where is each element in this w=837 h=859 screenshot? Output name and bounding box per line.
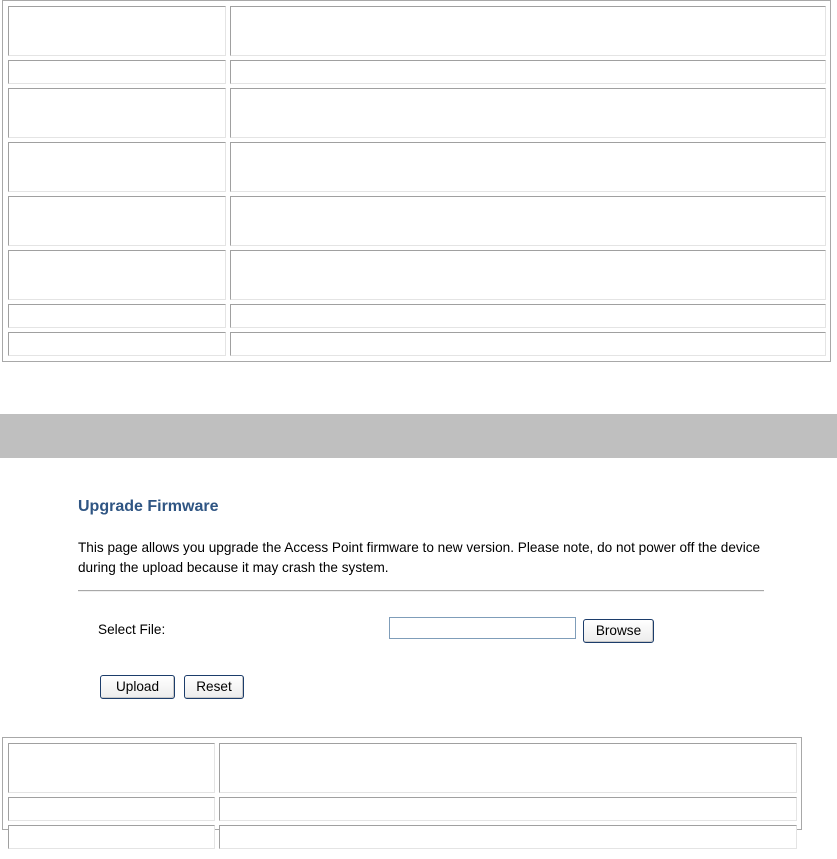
top-table [2,0,831,362]
table-cell [219,797,797,821]
table-cell [8,6,226,56]
table-row [3,196,830,246]
table-cell [230,196,826,246]
table-row [3,88,830,138]
table-cell [8,250,226,300]
table-row [3,797,801,821]
table-cell [230,332,826,356]
table-cell [8,332,226,356]
table-cell [230,250,826,300]
table-cell [219,825,797,849]
table-row [3,304,830,328]
table-row [3,332,830,356]
table-cell [230,142,826,192]
table-row [3,825,801,849]
file-path-input[interactable] [389,617,576,639]
reset-button[interactable]: Reset [184,675,244,699]
page-description: This page allows you upgrade the Access Point firmware to new version. Please note, do not power off the device during the upload because it may crash the system. [78,540,761,575]
select-file-label: Select File: [98,622,166,637]
table-row [3,743,801,793]
table-cell [230,60,826,84]
divider [78,590,764,592]
table-cell [230,88,826,138]
table-row [3,250,830,300]
table-row [3,60,830,84]
table-cell [8,797,215,821]
table-cell [230,6,826,56]
upgrade-firmware-panel [78,488,778,713]
table-cell [8,60,226,84]
table-cell [8,196,226,246]
section-header-band [0,414,837,458]
table-row [3,6,830,56]
upload-button[interactable]: Upload [100,675,175,699]
table-cell [8,743,215,793]
table-cell [8,88,226,138]
table-cell [230,304,826,328]
browse-button[interactable]: Browse [583,619,654,643]
bottom-table [2,737,802,830]
table-cell [8,825,215,849]
page-title: Upgrade Firmware [78,498,219,515]
table-cell [219,743,797,793]
table-cell [8,142,226,192]
table-cell [8,304,226,328]
table-row [3,142,830,192]
